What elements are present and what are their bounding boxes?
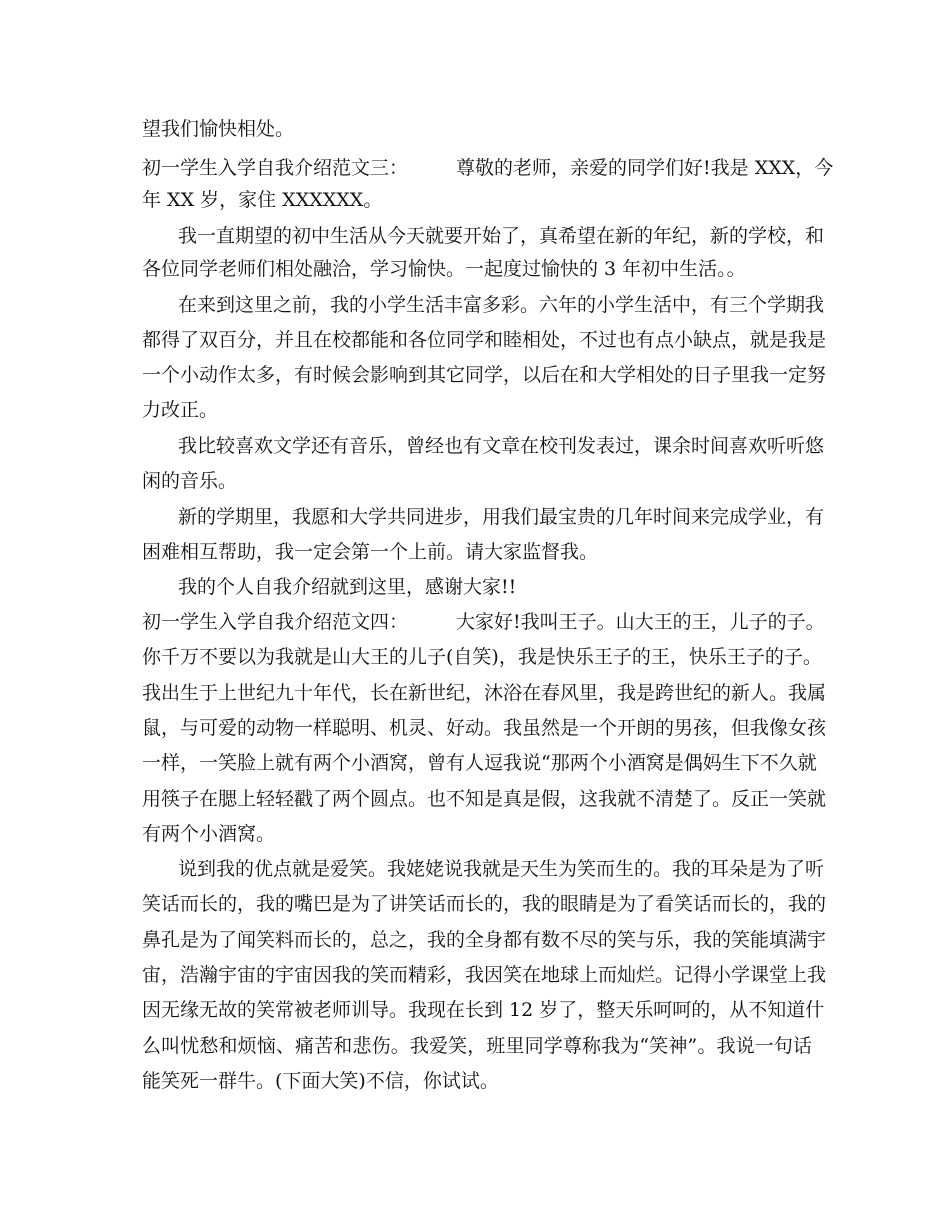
text-line: 一个小动作太多，有时候会影响到其它同学，以后在和大学相处的日子里我一定努 <box>142 364 827 386</box>
text-line: 我的个人自我介绍就到这里，感谢大家!! <box>178 576 517 598</box>
text-line: 笑话而长的，我的嘴巴是为了讲笑话而长的，我的眼睛是为了看笑话而长的，我的 <box>142 893 827 915</box>
text-line: 能笑死一群牛。(下面大笑)不信，你试试。 <box>142 1070 499 1092</box>
text-line: 我比较喜欢文学还有音乐，曾经也有文章在校刊发表过，课余时间喜欢听听悠 <box>178 435 825 457</box>
text-span: 尊敬的老师，亲爱的同学们好!我是 XXX，今 <box>456 157 834 179</box>
text-line: 用筷子在腮上轻轻戳了两个圆点。也不知是真是假，这我就不清楚了。反正一笑就 <box>142 788 827 810</box>
text-line: 因无缘无故的笑常被老师训导。我现在长到 12 岁了，整天乐呵呵的，从不知道什 <box>142 999 825 1021</box>
text-line: 都得了双百分，并且在校都能和各位同学和睦相处，不过也有点小缺点，就是我是 <box>142 329 827 351</box>
section-heading-line <box>142 155 834 181</box>
text-line: 鼠，与可爱的动物一样聪明、机灵、好动。我虽然是一个开朗的男孩，但我像女孩 <box>142 717 827 739</box>
text-line: 鼻孔是为了闻笑料而长的，总之，我的全身都有数不尽的笑与乐，我的笑能填满宇 <box>142 929 827 951</box>
text-line: 我一直期望的初中生活从今天就要开始了，真希望在新的年纪，新的学校，和 <box>178 225 825 247</box>
section-heading: 初一学生入学自我介绍范文四： <box>142 611 409 633</box>
section-heading: 初一学生入学自我介绍范文三： <box>142 157 409 179</box>
text-line: 一样，一笑脸上就有两个小酒窝，曾有人逗我说“那两个小酒窝是偶妈生下不久就 <box>142 752 817 774</box>
text-line: 宙，浩瀚宇宙的宇宙因我的笑而精彩，我因笑在地球上而灿烂。记得小学课堂上我 <box>142 964 827 986</box>
text-line: 有两个小酒窝。 <box>142 823 276 845</box>
text-line: 在来到这里之前，我的小学生活丰富多彩。六年的小学生活中，有三个学期我 <box>178 294 825 316</box>
text-line: 么叫忧愁和烦恼、痛苦和悲伤。我爱笑，班里同学尊称我为“笑神”。我说一句话 <box>142 1035 812 1057</box>
text-span: 大家好!我叫王子。山大王的王，儿子的子。 <box>456 611 825 633</box>
text-line: 年 XX 岁，家住 XXXXXX。 <box>142 189 383 211</box>
text-line: 我出生于上世纪九十年代，长在新世纪，沐浴在春风里，我是跨世纪的新人。我属 <box>142 682 827 704</box>
text-line: 你千万不要以为我就是山大王的儿子(自笑)，我是快乐王子的王，快乐王子的子。 <box>142 646 822 668</box>
text-line: 闲的音乐。 <box>142 470 238 492</box>
section-heading-line <box>142 609 825 635</box>
text-line: 困难相互帮助，我一定会第一个上前。请大家监督我。 <box>142 541 599 563</box>
text-line: 力改正。 <box>142 399 219 421</box>
text-line: 说到我的优点就是爱笑。我姥姥说我就是天生为笑而生的。我的耳朵是为了听 <box>178 858 825 880</box>
text-line: 新的学期里，我愿和大学共同进步，用我们最宝贵的几年时间来完成学业，有 <box>178 506 825 528</box>
text-line: 望我们愉快相处。 <box>142 118 295 140</box>
text-line: 各位同学老师们相处融洽，学习愉快。一起度过愉快的 3 年初中生活。。 <box>142 258 746 280</box>
